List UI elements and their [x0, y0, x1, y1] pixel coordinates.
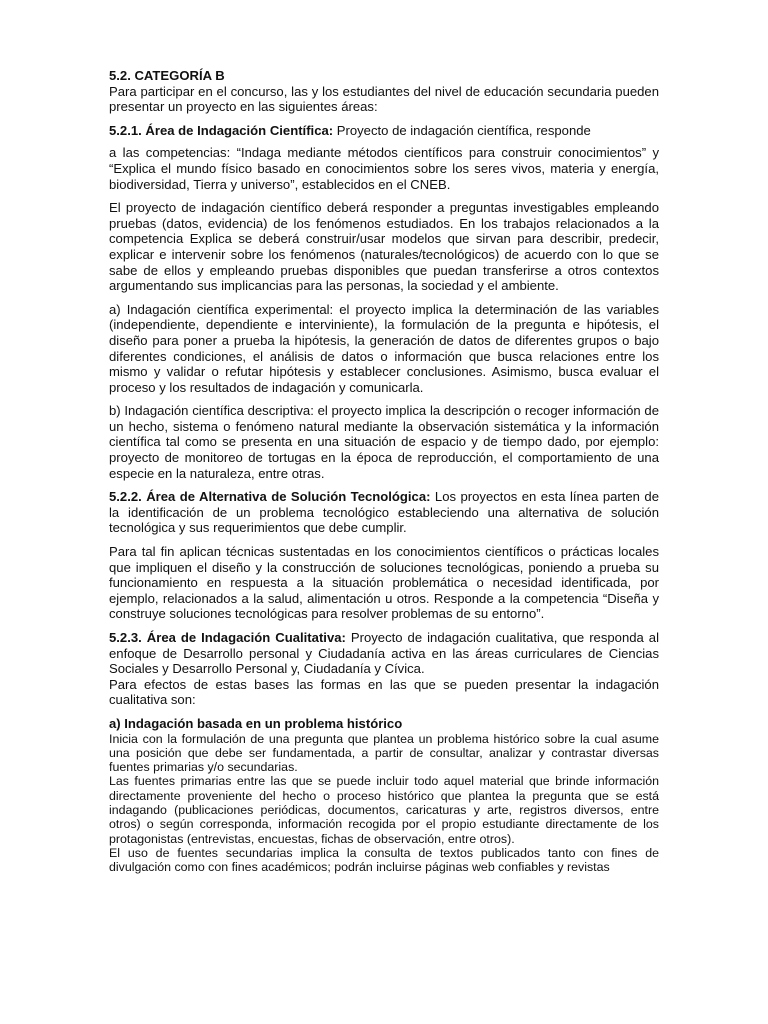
section-521-item-a: a) Indagación científica experimental: el proyecto implica la determinación de las variables (independiente, dependiente e interviniente), la formulación de la pregunta e hipótesis, el diseño para poner a prueba la hipótesis, la generación de datos de diferentes grupos o bajo diferentes condiciones, el análisis de datos o información que busca relaciones entre los mismo y validar o refutar hipótesis y establecer conclusiones. Asimismo, busca evaluar el proceso y los resultados de indagación y comunicarla. [109, 301, 659, 395]
spacer [109, 138, 659, 145]
section-523-paragraph-2: Para efectos de estas bases las formas en las que se pueden presentar la indagación cualitativa son: [109, 676, 659, 708]
section-522-paragraph [109, 489, 659, 536]
subsection-a-paragraph-1: Inicia con la formulación de una pregunta que plantea un problema histórico sobre la cual asume una posición que debe ser fundamentada, a partir de consultar, analizar y contrastar diversas fuentes primarias y/o secundarias. [109, 731, 659, 775]
section-523-title: 5.2.3. Área de Indagación Cualitativa: [109, 630, 346, 645]
category-heading: 5.2. CATEGORÍA B [109, 68, 225, 83]
section-521-lead: Proyecto de indagación científica, responde [333, 122, 591, 138]
section-523-body: Proyecto de indagación cualitativa, que responda al enfoque de Desarrollo personal y Ciudadanía activa en las áreas curriculares de Ciencias Sociales y Desarrollo Personal y, Ciudadanía y Cívica. [109, 630, 659, 677]
section-521-body: a las competencias: “Indaga mediante métodos científicos para construir conocimientos” y “Explica el mundo físico basado en conocimientos sobre los seres vivos, materia y energía, biodiversidad, Tierra y universo”, establecidos en el CNEB. [109, 145, 659, 192]
section-523-paragraph [109, 630, 659, 677]
intro-paragraph: Para participar en el concurso, las y los estudiantes del nivel de educación secundaria pueden presentar un proyecto en las siguientes áreas: [109, 83, 659, 115]
section-521-title: 5.2.1. Área de Indagación Científica: [109, 122, 334, 138]
section-521-item-b: b) Indagación científica descriptiva: el proyecto implica la descripción o recoger información de un hecho, sistema o fenómeno natural mediante la observación sistemática y la información científica tal como se presenta en una situación de espacio y de tiempo dado, por ejemplo: proyecto de monitoreo de tortugas en la época de reproducción, el comportamiento de una especie en la naturaleza, entre otras. [109, 403, 659, 481]
section-522-body: Los proyectos en esta línea parten de la identificación de un problema tecnológico estableciendo una alternativa de solución tecnológica y sus requerimientos que debe cumplir. [109, 489, 659, 536]
section-521-heading-line [109, 123, 659, 139]
subsection-a-title: a) Indagación basada en un problema histórico [109, 715, 403, 731]
subsection-a-paragraph-3: El uso de fuentes secundarias implica la consulta de textos publicados tanto con fines de divulgación como con fines académicos; podrán incluirse páginas web confiables y revistas [109, 845, 659, 875]
section-522-title: 5.2.2. Área de Alternativa de Solución Tecnológica: [109, 489, 431, 505]
section-522-paragraph-2: Para tal fin aplican técnicas sustentadas en los conocimientos científicos o prácticas locales que impliquen el diseño y la construcción de soluciones tecnológicas, poniendo a prueba su funcionamiento en respuesta a la situación problemática o necesidad identificada, por ejemplo, relacionados a la salud, alimentación u otros. Responde a la competencia “Diseña y construye soluciones tecnológicas para resolver problemas de su entorno”. [109, 544, 659, 622]
section-521-paragraph-2: El proyecto de indagación científico deberá responder a preguntas investigables empleando pruebas (datos, evidencia) de los fenómenos estudiados. En los trabajos relacionados a la competencia Explica se deberá construir/usar modelos que sirvan para describir, predecir, explicar e intervenir sobre los fenómenos (naturales/tecnológicos) de acuerdo con lo que se sabe de ellos y empleando pruebas disponibles que puedan transferirse a otros contextos argumentando sus implicancias para las personas, la sociedad y el ambiente. [109, 200, 659, 294]
subsection-a-paragraph-2: Las fuentes primarias entre las que se puede incluir todo aquel material que brinde información directamente proveniente del hecho o proceso histórico que plantea la pregunta que se está indagando (publicaciones periódicas, documentos, caricaturas y arte, registros diversos, entre otros) o según corresponda, información recogida por el propio estudiante directamente de los protagonistas (entrevistas, encuestas, fichas de observación, entre otros). [109, 774, 659, 846]
